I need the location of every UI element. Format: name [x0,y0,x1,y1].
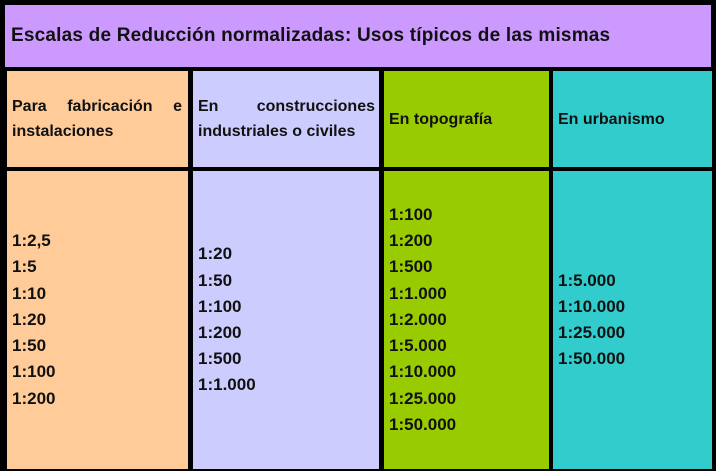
header-cell-topography [384,71,549,167]
scale-item: 1:1.000 [198,375,256,395]
table-title: Escalas de Reducción normalizadas: Usos típicos de las mismas [5,5,711,67]
scale-item: 1:200 [12,388,56,408]
scale-item: 1:200 [389,231,433,251]
scale-item: 1:200 [198,323,242,342]
header-label: Para fabricación e instalaciones [12,98,182,140]
header-label: En topografía [389,110,493,128]
scale-item: 1:2.000 [389,309,447,329]
scale-item: 1:25.000 [558,323,626,342]
scales-cell-urbanism [553,171,712,469]
scale-item: 1:5.000 [389,336,447,356]
scales-cell-topography [384,171,549,469]
header-label: En construcciones industriales o civiles [198,98,375,140]
scale-item: 1:500 [198,349,242,369]
scales-list [198,241,256,398]
header-label: En urbanismo [558,110,665,128]
header-cell-fabrication [7,71,188,167]
scale-item: 1:50.000 [389,414,457,434]
scale-item: 1:50 [198,270,233,290]
scale-item: 1:500 [389,257,433,277]
scale-item: 1:50.000 [558,349,626,369]
scales-list [12,228,55,411]
scales-cell-construction [193,171,379,469]
scale-item: 1:10.000 [558,296,626,316]
scale-item: 1:2,5 [12,231,51,251]
scales-list [389,202,456,438]
scale-item: 1:20 [12,309,47,329]
scale-item: 1:20 [198,244,233,264]
header-cell-urbanism [553,71,712,167]
scales-list [558,268,625,373]
scale-item: 1:10.000 [389,362,457,382]
scales-table [2,2,714,469]
scale-item: 1:1.000 [389,283,447,303]
scale-item: 1:10 [12,283,47,303]
scale-item: 1:100 [389,205,433,225]
scale-item: 1:50 [12,336,47,356]
scale-item: 1:100 [198,296,242,316]
header-cell-construction [193,71,379,167]
scale-item: 1:5.000 [558,270,616,290]
scale-item: 1:100 [12,362,56,382]
scale-item: 1:5 [12,257,37,277]
scale-item: 1:25.000 [389,388,457,408]
scales-cell-fabrication [7,171,188,469]
